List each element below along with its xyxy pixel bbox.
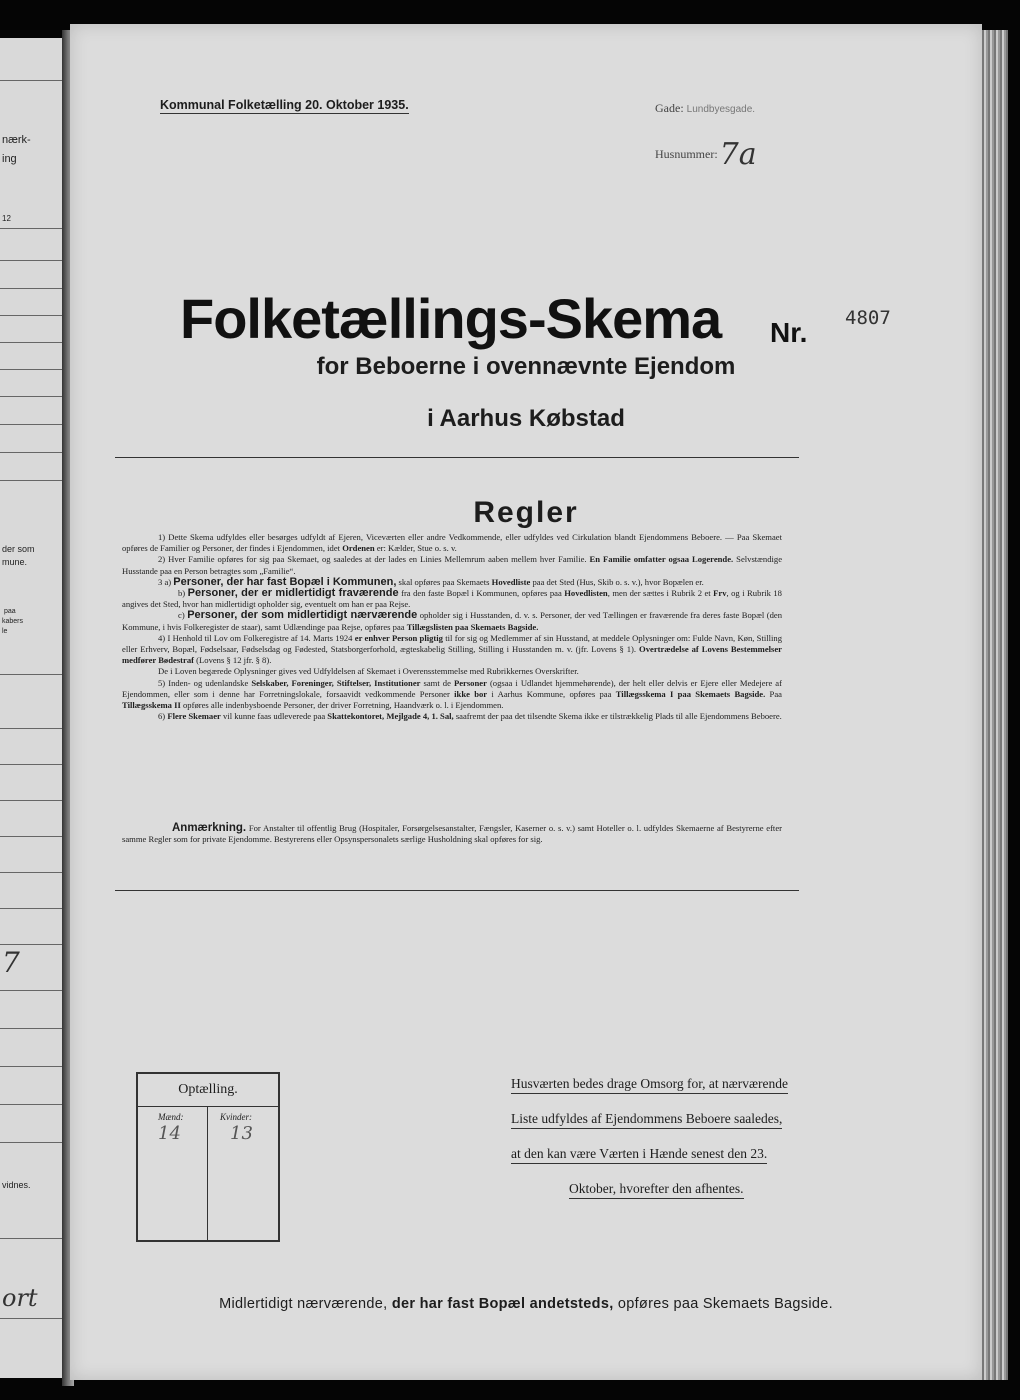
rule-bold: Hovedlisten [564,588,608,599]
rule-text: skal opføres paa Skemaets [398,576,490,587]
instruction-line: at den kan være Værten i Hænde senest den 23. [511,1146,767,1164]
rule-text: i Aarhus Kommune, opføres paa [491,688,612,699]
rule-line [0,452,62,453]
house-number-field [655,137,757,172]
rule-line [0,396,62,397]
census-header: Kommunal Folketælling 20. Oktober 1935. [160,98,409,112]
rule-text: , og i Rubrik 18 angives det Sted, hvor han midlertidigt opholder sig, eventuelt om han er paa Rejse. [122,588,782,610]
rule-bold: Ordenen [342,543,375,554]
rule-text: 1) Dette Skema udfyldes eller besørges udfyldt af Ejeren, Viceværten eller andre Vedkommende, eller udfyldes ved Cirkulation blandt Ejendommens Beboere. — Paa Skemaet opføres de Familier og Personer, der findes i Ejendommen, idet [122,532,782,554]
rule-line [0,424,62,425]
rule-4-cont [122,666,782,677]
footer-note [70,1296,982,1312]
rule-text: saafremt der paa det tilsendte Skema ikke er tilstrækkelig Plads til alle Ejendommens Beboere. [455,711,782,722]
margin-fragment: paa [4,608,16,615]
rule-text: (ogsaa i Udlandet hjemmehørende), der helt eller delvis er Ejere eller Medejere af Ejendommen, eller som i denne har Forretningslokale, forsaavidt vedkommende Personer [122,677,782,699]
men-label: Mænd: [158,1112,184,1122]
rule-bold: Flere Skemaer [167,711,221,722]
rule-bold: Hovedliste [491,576,531,587]
rules-heading: Regler [473,496,579,529]
rule-1 [122,532,782,554]
women-count: 13 [230,1123,253,1144]
rule-line [0,480,62,481]
form-title: Folketællings-Skema [180,287,722,350]
rule-bold: Tillægsskema II [122,700,181,711]
street-value: Lundbyesgade. [686,104,756,115]
rule-text: paa det Sted (Hus, Skib o. s. v.), hvor Bopælen er. [532,576,704,587]
rule-bold: er enhver Person pligtig [354,632,443,643]
street-label: Gade: [655,101,684,115]
rule-text: 5) Inden- og udenlandske [158,677,249,688]
rule-line [0,1142,62,1143]
margin-handwriting: 7 [2,946,20,979]
rule-text: 4) I Henhold til Lov om Folkeregistre af 14. Marts 1924 [158,632,353,643]
remark-text: For Anstalter til offentlig Brug (Hospitaler, Forsørgelsesanstalter, Fængsler, Kaserner o. s. v.) samt Hoteller o. l. udfyldes Skemaerne af Bestyrerne efter samme Regler som for private Ejendomme. Bestyrerens eller Opsynspersonalets særlige Husholdning skal opføres for sig. [122,823,782,845]
rule-line [0,369,62,370]
rule-text: 2) Hver Familie opføres for sig paa Skemaet, og saaledes at der lades en Linies Mellemrum aaben mellem hver Familie. [158,554,587,565]
rule-text: (Lovens § 12 jfr. § 8). [196,655,272,666]
rule-text: , men der sættes i Rubrik 2 et [607,588,711,599]
men-count: 14 [158,1123,181,1144]
rule-line [0,260,62,261]
women-label: Kvinder: [220,1112,252,1122]
count-box-divider [207,1106,208,1240]
rule-line [0,1238,62,1239]
rule-text: De i Loven begærede Oplysninger gives ved Udfyldelsen af Skemaet i Overensstemmelse med Rubrikkernes Overskrifter. [158,666,579,677]
rule-4 [122,633,782,667]
remark [122,823,782,845]
form-nr-label: Nr. [770,317,808,348]
rule-big: Personer, der har fast Bopæl i Kommunen, [173,575,397,588]
form-number-stamp: 4807 [845,307,891,329]
rules-text [122,532,782,722]
rule-line [0,800,62,801]
rule-line [0,1104,62,1105]
rule-line [0,764,62,765]
rule-line [0,228,62,229]
form-subtitle-2: i Aarhus Købstad [427,405,625,432]
remark-paragraph [122,823,782,845]
margin-handwriting: ort [2,1284,38,1312]
rule-text: Paa [769,688,782,699]
margin-fragment: le [2,628,8,635]
rule-bold: Personer [453,677,487,688]
divider [115,457,799,458]
rule-text: c) [178,610,185,621]
rule-2 [122,554,782,576]
house-number-label: Husnummer: [655,147,718,161]
margin-fragment: 12 [2,214,11,223]
rule-bold: Frv [713,588,727,599]
street-field [655,101,755,116]
rule-line [0,1028,62,1029]
footer-bold: der har fast Bopæl andetsteds, [391,1296,614,1312]
left-page-fragment [0,38,66,1378]
rule-3c [122,610,782,632]
rule-text: Selvstændige Husstande paa en Person betragtes som „Familie“. [122,554,783,576]
page-edges [982,30,1008,1380]
rule-bold: Tillægsskema I paa Skemaets Bagside. [615,688,766,699]
margin-fragment: ing [2,153,17,165]
rule-text: opføres alle indenbysboende Personer, der driver Forretning, Haandværk o. l. i Ejendommen. [182,700,504,711]
rule-line [0,728,62,729]
rule-line [0,836,62,837]
rule-text: er: Kælder, Stue o. s. v. [376,543,457,554]
margin-fragment: der som [2,544,35,554]
rule-bold: En Familie omfatter ogsaa Logerende. [589,554,734,565]
footer-text: Midlertidigt nærværende, [219,1296,388,1312]
rule-bold: ikke bor [454,688,488,699]
rule-text: til for sig og Medlemmer af sin Husstand, at meddele Oplysninger om: Fulde Navn, Køn, Stilling eller Erhverv, Bopæl, Fødselsaar, Fødselsdag og Fødested, Statsborgerforhold, ægteskabelig Stilling, Stilling i Husstanden m. v. (jfr. Lovens § 1). [122,632,782,655]
rule-bold: Skattekontoret, Mejlgade 4, 1. Sal, [327,711,454,722]
rule-5 [122,678,782,712]
count-box [136,1072,280,1242]
rule-text: vil kunne faas udleverede paa [223,711,326,722]
count-box-title: Optælling. [138,1074,278,1107]
rule-line [0,1066,62,1067]
rule-line [0,288,62,289]
margin-fragment: vidnes. [2,1180,31,1190]
rule-text: 3 a) [158,576,172,587]
instruction-line: Liste udfyldes af Ejendommens Beboere saaledes, [511,1111,782,1129]
rule-line [0,80,62,81]
rule-line [0,990,62,991]
rule-line [0,674,62,675]
rule-big: Personer, der som midlertidigt nærværende [187,609,418,622]
instruction-line: Oktober, hvorefter den afhentes. [569,1181,744,1199]
margin-fragment: nærk- [2,134,31,146]
rule-big: Personer, der er midlertidigt fraværende [187,587,399,600]
rule-3b [122,588,782,610]
rule-line [0,944,62,945]
rule-line [0,908,62,909]
margin-fragment: kabers [2,618,24,625]
instruction-line: Husværten bedes drage Omsorg for, at nærværende [511,1076,788,1094]
rule-bold: Overtrædelse af Lovens Bestemmelser medfører Bødestraf [122,644,782,666]
rule-text: b) [178,588,186,599]
divider [115,890,799,891]
rule-line [0,1318,62,1319]
rule-line [0,315,62,316]
rule-text: 6) [158,711,166,722]
remark-label: Anmærkning. [172,822,247,834]
rule-6 [122,711,782,722]
rule-bold: Tillægslisten paa Skemaets Bagside. [406,621,539,632]
rule-bold: Selskaber, Foreninger, Stiftelser, Institutioner [251,677,421,688]
rule-text: samt de [423,677,451,688]
rule-text: fra den faste Bopæl i Kommunen, opføres paa [401,588,562,599]
margin-fragment: mune. [2,557,28,567]
form-subtitle-1: for Beboerne i ovennævnte Ejendom [316,353,736,380]
rule-line [0,342,62,343]
house-number-value: 7a [719,137,757,172]
footer-text: opføres paa Skemaets Bagside. [617,1296,833,1312]
rule-text: opholder sig i Husstanden, d. v. s. Personer, der ved Tællingen er fraværende fra deres faste Bopæl (den Kommune, i hvis Folkeregister de staar), samt Udlændinge paa Rejse, opføres paa [122,610,782,632]
rule-line [0,872,62,873]
